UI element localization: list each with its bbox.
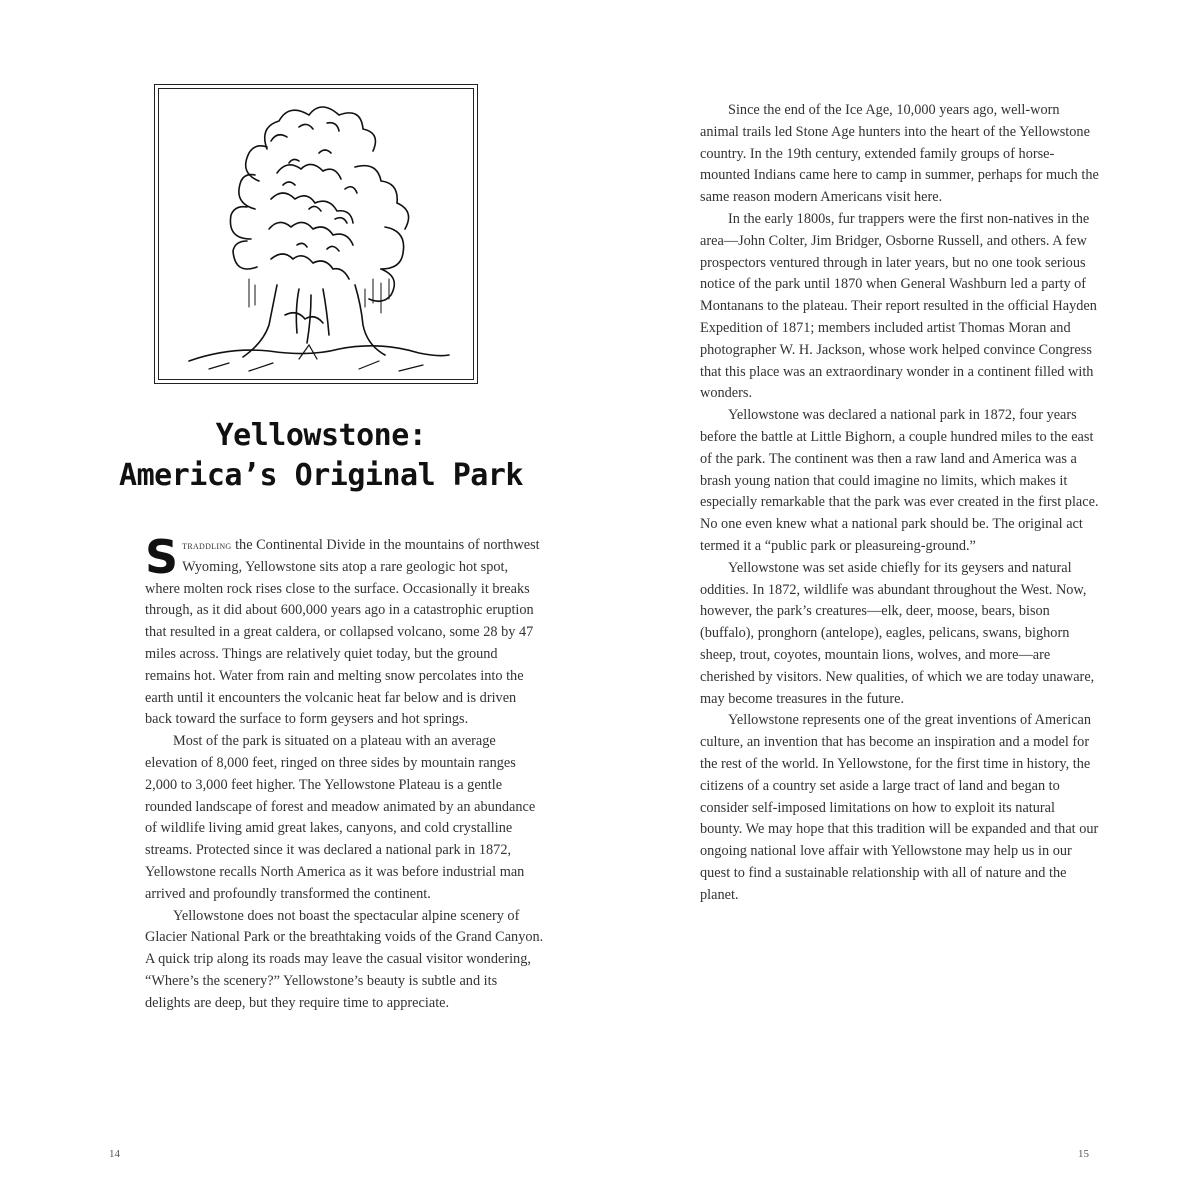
paragraph: Yellowstone was declared a national park in 1872, four years before the battle at Little Bighorn, a couple hundred miles to the east of the park. The continent was then a raw land and America was a brash young nation that could imagine no limits, which makes it especially remarkable that the park was ever created in the first place. No one even knew what a national park should be. The original act termed it a “public park or pleasureing-ground.” [700, 407, 1099, 554]
geyser-drawing [159, 89, 473, 379]
right-page [600, 0, 1200, 1200]
page-number: 15 [1078, 1148, 1089, 1160]
paragraph: Yellowstone was set aside chiefly for its geysers and natural oddities. In 1872, wildlife was abundant throughout the West. Now, however, the park’s creatures—elk, deer, moose, bears, bison (buffalo), pronghorn (antelope), eagles, pelicans, swans, bighorn sheep, trout, coyotes, mountain lions, wolves, and more—are cherished by visitors. New qualities, of which we are today unaware, may become treasures in the future. [700, 559, 1095, 707]
drop-cap: S [145, 530, 179, 584]
paragraph: Yellowstone does not boast the spectacular alpine scenery of Glacier National Park or the breathtaking voids of the Grand Canyon. A quick trip along its roads may leave the casual visitor wondering, “Where’s the scenery?” Yellowstone’s beauty is subtle and its delights are deep, but they require time to appreciate. [145, 907, 544, 1011]
geyser-illustration [158, 88, 474, 380]
page-title [108, 416, 534, 496]
paragraph: Most of the park is situated on a plateau with an average elevation of 8,000 feet, ringed on three sides by mountain ranges 2,000 to 3,000 feet higher. The Yellowstone Plateau is a gentle rounded landscape of forest and meadow animated by an abundance of wildlife living amid great lakes, canyons, and cold crystalline streams. Protected since it was declared a national park in 1872, Yellowstone recalls North America as it was before industrial man arrived and profoundly transformed the continent. [145, 733, 536, 902]
paragraph: Since the end of the Ice Age, 10,000 years ago, well-worn animal trails led Stone Age hunters into the heart of the Yellowstone country. In the 19th century, extended family groups of horse-mounted Indians came here to camp in summer, perhaps for much the same reason modern Americans visit here. [700, 102, 1099, 206]
title-line-2: America’s Original Park [119, 458, 523, 493]
paragraph: Yellowstone represents one of the great inventions of American culture, an invention that has become an inspiration and a model for the rest of the world. In Yellowstone, for the first time in history, the citizens of a country set aside a large tract of land and began to consider self-imposed limitations on how to exploit its natural bounty. We may hope that this tradition will be expanded and that our ongoing national love affair with Yellowstone may help us in our quest to find a sustainable relationship with all of nature and the planet. [700, 712, 1099, 903]
paragraph: In the early 1800s, fur trappers were the first non-natives in the area—John Colter, Jim Bridger, Osborne Russell, and others. A few prospectors ventured through in later years, but no one took serious notice of the park until 1870 when General Washburn led a party of Montanans to the plateau. Their report resulted in the official Hayden Expedition of 1871; members included artist Thomas Moran and photographer W. H. Jackson, whose work helped convince Congress that this place was an extraordinary wonder in a continent filled with wonders. [700, 210, 1097, 402]
right-text-column [700, 100, 1100, 906]
opening-smallcaps: traddling [182, 538, 232, 552]
page-number: 14 [109, 1148, 120, 1160]
title-line-1: Yellowstone: [215, 418, 427, 453]
paragraph-text: the Continental Divide in the mountains of northwest Wyoming, Yellowstone sits atop a rare geologic hot spot, where molten rock rises close to the surface. Occasionally it breaks through, as it did about 600,000 years ago in a catastrophic eruption that resulted in a great caldera, or collapsed volcano, some 28 by 47 miles across. Things are relatively quiet today, but the ground remains hot. Water from rain and melting snow percolates into the earth until it encounters the volcanic heat far below and is driven back toward the surface to form geysers and hot springs. [145, 537, 540, 728]
paragraph [145, 530, 545, 731]
geyser-illustration-frame [154, 84, 478, 384]
left-text-column [145, 530, 545, 1015]
